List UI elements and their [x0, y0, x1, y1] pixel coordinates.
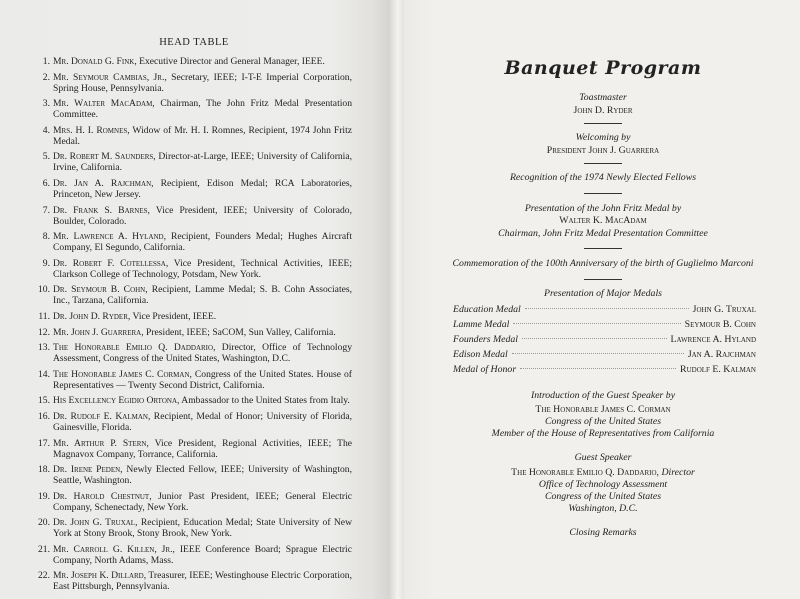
head-table-item — [36, 327, 352, 338]
item-number: 7. — [42, 204, 50, 216]
person-name: Dr. Robert M. Saunders — [53, 151, 154, 163]
person-name: Dr. John D. Ryder — [53, 310, 128, 322]
recognition-text: Recognition of the 1974 Newly Elected Fellows — [509, 172, 697, 183]
guest-title: Director — [661, 467, 695, 478]
medal-row — [453, 362, 756, 377]
item-number: 19. — [38, 490, 50, 502]
medal-name: Education Medal — [453, 304, 521, 315]
commemoration-text: Commemoration of the 100th Anniversary of the birth of Guglielmo Marconi — [452, 258, 754, 269]
person-name: Dr. John G. Truxal — [53, 517, 136, 529]
medal-recipient: John G. Truxal — [692, 304, 756, 315]
head-table-item — [36, 491, 352, 513]
item-number: 10. — [38, 284, 50, 296]
dot-leader — [525, 308, 689, 309]
person-description: , President, IEEE; SaCOM, Sun Valley, California. — [141, 326, 336, 338]
person-name: Mr. Donald G. Fink — [53, 56, 135, 67]
medal-row — [453, 332, 756, 347]
person-description: , Widow of Mr. H. I. Romnes, Recipient, 1974 John Fritz Medal. — [53, 124, 352, 147]
item-number: 21. — [38, 543, 50, 555]
person-name: The Honorable Emilio Q. Daddario — [53, 342, 214, 354]
intro-name: The Honorable James C. Corman — [535, 404, 671, 415]
medal-row — [453, 347, 756, 362]
person-description: , Recipient, Medal of Honor; University of Florida, Gainesville, Florida. — [53, 410, 352, 433]
divider — [584, 123, 622, 124]
item-number: 14. — [38, 368, 50, 380]
head-table-item — [36, 178, 352, 200]
head-table-item — [36, 369, 352, 391]
head-table-title: HEAD TABLE — [159, 37, 229, 48]
item-number: 12. — [38, 326, 50, 338]
head-table-item — [36, 258, 352, 280]
person-description: , Director, Office of Technology Assessment, Congress of the United States, Washington, D.C. — [53, 342, 352, 365]
head-table-list — [36, 56, 352, 597]
person-name: Dr. Irene Peden — [53, 464, 121, 476]
divider — [584, 248, 622, 249]
head-table-item — [36, 151, 352, 173]
person-description: , Junior Past President, IEEE; General Electric Company, Schenectady, New York. — [53, 490, 352, 513]
person-name: Dr. Harold Chestnut — [53, 490, 150, 502]
medal-name: Medal of Honor — [453, 364, 517, 375]
person-name: Mr. Arthur P. Stern — [53, 437, 147, 449]
head-table-item — [36, 517, 352, 539]
person-description: , Recipient, Edison Medal; RCA Laboratories, Princeton, New Jersey. — [53, 177, 352, 200]
medal-recipient: Seymour B. Cohn — [684, 319, 756, 330]
item-number: 11. — [38, 310, 50, 322]
welcoming-name: President John J. Guarrera — [546, 145, 660, 156]
person-name: Dr. Frank S. Barnes — [53, 204, 148, 216]
item-number: 18. — [38, 464, 50, 476]
guest-line-1: Office of Technology Assessment — [538, 479, 668, 490]
head-table-item — [36, 311, 352, 322]
person-description: , Ambassador to the United States from Italy. — [177, 395, 350, 407]
toastmaster-label: Toastmaster — [579, 92, 627, 103]
fritz-medal-label: Presentation of the John Fritz Medal by — [524, 203, 682, 214]
person-description: , Vice President, IEEE; University of Colorado, Boulder, Colorado. — [53, 204, 352, 227]
divider — [584, 193, 622, 194]
person-description: , Newly Elected Fellow, IEEE; University of Washington, Seattle, Washington. — [53, 464, 352, 487]
person-description: , Recipient, Lamme Medal; S. B. Cohn Associates, Inc., Tarzana, California. — [53, 284, 352, 307]
intro-line-1: Congress of the United States — [544, 416, 662, 427]
closing-remarks: Closing Remarks — [569, 527, 637, 538]
medal-recipient: Rudolf E. Kalman — [680, 364, 756, 375]
item-number: 2. — [42, 71, 50, 83]
person-description: , Treasurer, IEEE; Westinghouse Electric Corporation, East Pittsburgh, Pennsylvania. — [53, 570, 352, 593]
head-table-item — [36, 411, 352, 433]
item-number: 9. — [42, 257, 50, 269]
item-number: 3. — [42, 98, 50, 110]
person-name: Dr. Robert F. Cotellessa — [53, 257, 166, 269]
guest-label: Guest Speaker — [574, 452, 632, 463]
person-name: Dr. Rudolf E. Kalman — [53, 410, 148, 422]
guest-line-2: Congress of the United States — [544, 491, 662, 502]
medal-recipient: Lawrence A. Hyland — [670, 334, 756, 345]
head-table-item — [36, 544, 352, 566]
person-name: Dr. Jan A. Rajchman — [53, 177, 152, 189]
item-number: 4. — [42, 124, 50, 136]
medal-row — [453, 302, 756, 317]
book-gutter — [388, 0, 404, 599]
person-description: , Chairman, The John Fritz Medal Presentation Committee. — [53, 98, 352, 121]
medal-name: Lamme Medal — [453, 319, 510, 330]
head-table-item — [36, 570, 352, 592]
person-description: , Congress of the United States. House of Representatives — Twenty Second District, California. — [53, 368, 352, 391]
welcoming-label: Welcoming by — [575, 132, 631, 143]
person-name: Mrs. H. I. Romnes — [53, 124, 128, 136]
head-table-item — [36, 72, 352, 94]
item-number: 20. — [38, 517, 50, 529]
fritz-medal-presenter: Walter K. MacAdam — [559, 215, 647, 226]
divider — [584, 163, 622, 164]
item-number: 13. — [38, 342, 50, 354]
person-name: Mr. Walter MacAdam — [53, 98, 153, 110]
head-table-item — [36, 395, 352, 406]
head-table-item — [36, 98, 352, 120]
item-number: 1. — [42, 56, 50, 67]
head-table-item — [36, 438, 352, 460]
person-description: , Director-at-Large, IEEE; University of California, Irvine, California. — [53, 151, 353, 174]
person-description: , IEEE Conference Board; Sprague Electric Company, North Adams, Mass. — [53, 543, 352, 566]
person-name: Mr. Joseph K. Dillard — [53, 570, 144, 582]
dot-leader — [512, 353, 684, 354]
person-description: , Recipient, Education Medal; State University of New York at Stony Brook, Stony Brook, New York. — [53, 517, 352, 540]
medals-list — [453, 302, 756, 377]
person-description: , Executive Director and General Manager, IEEE. — [134, 56, 325, 67]
left-page — [0, 0, 388, 599]
head-table-item — [36, 284, 352, 306]
medal-name: Founders Medal — [453, 334, 519, 345]
person-name: Dr. Seymour B. Cohn — [53, 284, 146, 296]
head-table-item — [36, 464, 352, 486]
item-number: 5. — [42, 151, 50, 163]
item-number: 8. — [42, 231, 50, 243]
item-number: 15. — [38, 395, 50, 407]
person-name: Mr. Lawrence A. Hyland — [53, 231, 164, 243]
item-number: 6. — [42, 177, 50, 189]
intro-line-2: Member of the House of Representatives from California — [491, 428, 715, 439]
head-table-item — [36, 231, 352, 253]
person-name: The Honorable James C. Corman — [53, 368, 190, 380]
guest-name: The Honorable Emilio Q. Daddario, — [511, 467, 659, 478]
medal-name: Edison Medal — [453, 349, 508, 360]
medal-row — [453, 317, 756, 332]
head-table-item — [36, 342, 352, 364]
guest-line-3: Washington, D.C. — [568, 503, 638, 514]
fritz-medal-role: Chairman, John Fritz Medal Presentation Committee — [498, 228, 708, 239]
intro-label: Introduction of the Guest Speaker by — [530, 390, 676, 401]
person-name: Mr. Carroll G. Killen, Jr. — [53, 543, 173, 555]
person-name: Mr. John J. Guarrera — [53, 326, 142, 338]
person-name: His Excellency Egidio Ortona — [53, 395, 177, 407]
dot-leader — [522, 338, 666, 339]
item-number: 22. — [38, 570, 50, 582]
person-description: , Recipient, Founders Medal; Hughes Aircraft Company, El Segundo, California. — [53, 231, 352, 254]
medal-recipient: Jan A. Rajchman — [687, 349, 756, 360]
dot-leader — [513, 323, 680, 324]
medals-label: Presentation of Major Medals — [543, 288, 662, 299]
divider — [584, 279, 622, 280]
guest-name-line — [450, 467, 756, 479]
item-number: 16. — [38, 410, 50, 422]
item-number: 17. — [38, 437, 50, 449]
person-description: , Secretary, IEEE; I-T-E Imperial Corporation, Spring House, Pennsylvania. — [53, 71, 352, 94]
person-name: Mr. Seymour Cambias, Jr. — [53, 71, 165, 83]
person-description: , Vice President, Regional Activities, IEEE; The Magnavox Company, Torrance, California. — [53, 437, 352, 460]
head-table-item — [36, 125, 352, 147]
head-table-item — [36, 205, 352, 227]
toastmaster-name: John D. Ryder — [573, 105, 633, 116]
person-description: , Vice President, IEEE. — [127, 310, 217, 322]
dot-leader — [520, 368, 676, 369]
program-title: Banquet Program — [504, 57, 702, 79]
person-description: , Vice President, Technical Activities, IEEE; Clarkson College of Technology, Potsdam, New York. — [53, 257, 352, 280]
head-table-item — [36, 56, 352, 67]
